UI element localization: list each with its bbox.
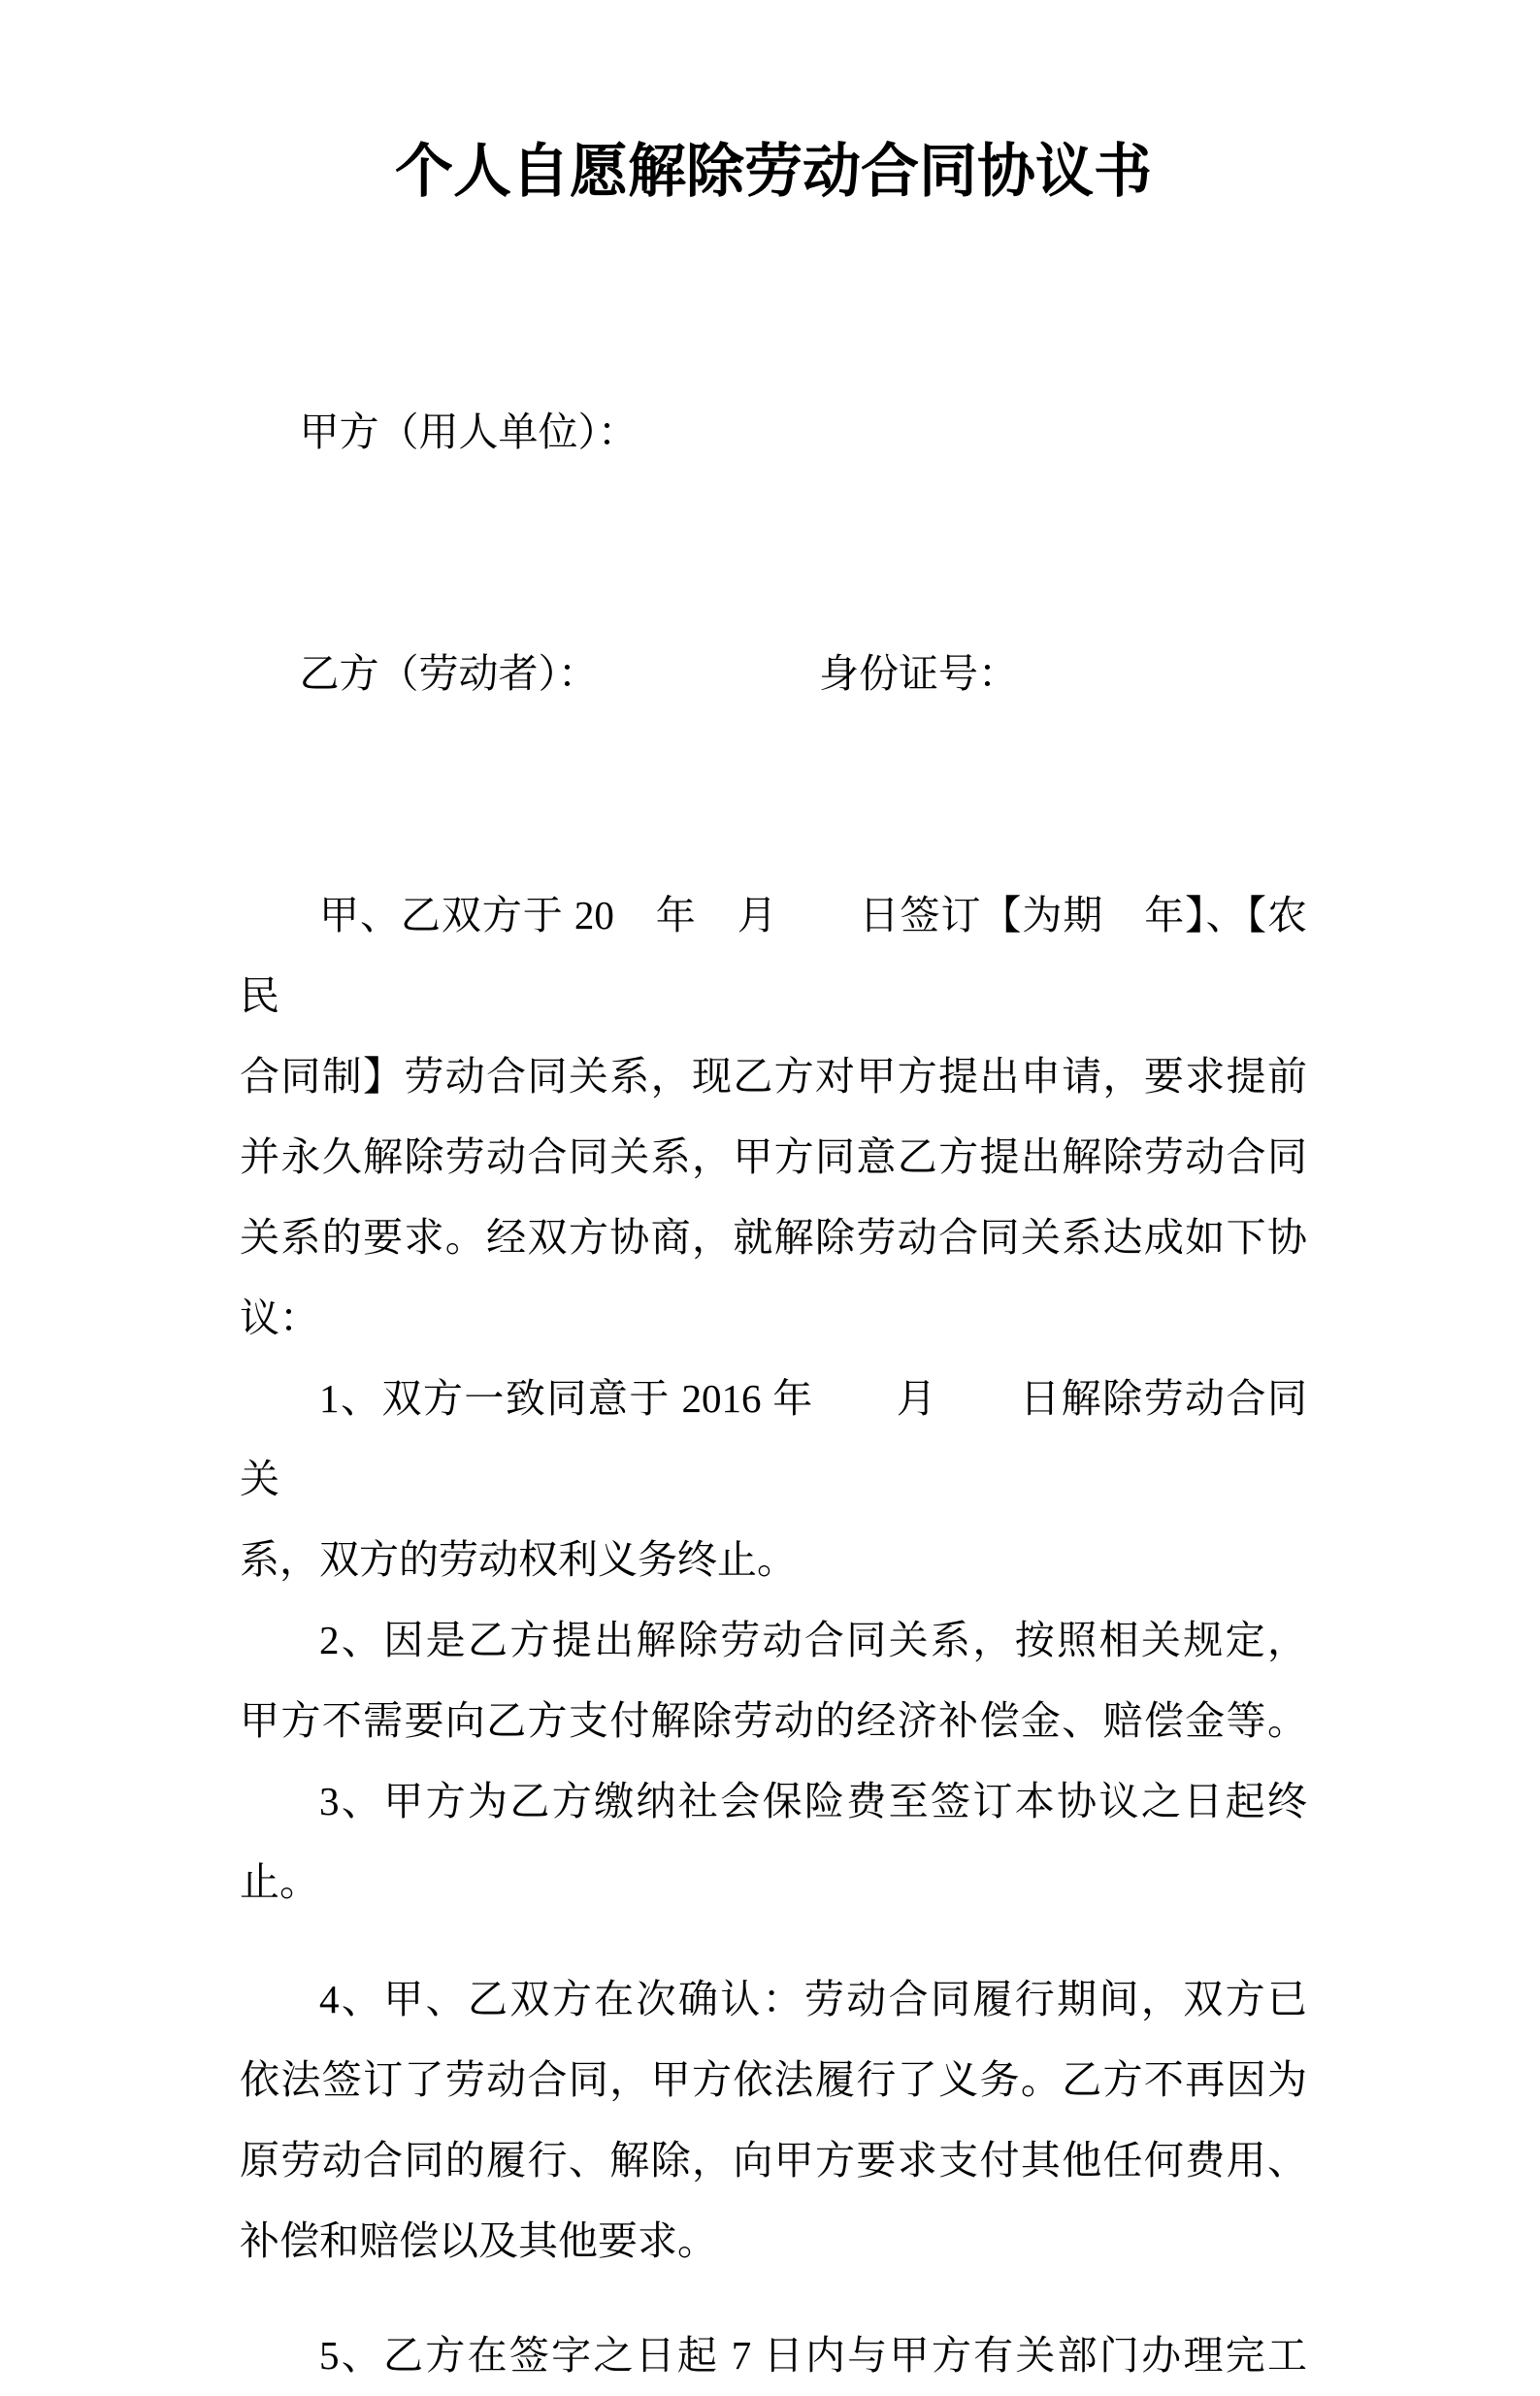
- document-line: 甲方不需要向乙方支付解除劳动的经济补偿金、赔偿金等。: [240, 1698, 1307, 1743]
- document-line: 止。: [240, 1859, 319, 1904]
- document-line: 合同制】劳动合同关系，现乙方对甲方提出申请，要求提前: [240, 1054, 1307, 1099]
- document-line: 系，双方的劳动权利义务终止。: [240, 1537, 797, 1582]
- document-line: 并永久解除劳动合同关系，甲方同意乙方提出解除劳动合同: [240, 1134, 1307, 1179]
- id-number-label: 身份证号：: [819, 651, 1018, 696]
- document-line: 甲、乙双方于 20 年 月 日签订【为期 年】、【农民: [240, 893, 1307, 1018]
- document-line: 补偿和赔偿以及其他要求。: [240, 2218, 717, 2263]
- party-a-label: 甲方（用人单位）：: [299, 410, 638, 454]
- document-page: [0, 128, 1540, 2378]
- document-title: 个人自愿解除劳动合同协议书: [395, 139, 1152, 204]
- document-line: 4、甲、乙双方在次确认：劳动合同履行期间，双方已: [319, 1977, 1307, 2021]
- document-line: 5、乙方在签字之日起 7 日内与甲方有关部门办理完工: [319, 2333, 1307, 2378]
- document-line: 3、甲方为乙方缴纳社会保险费至签订本协议之日起终: [319, 1779, 1307, 1823]
- party-b-label: 乙方（劳动者）：: [299, 651, 598, 696]
- party-a-line: [240, 312, 1307, 553]
- document-line: 议：: [240, 1296, 319, 1340]
- document-line: 原劳动合同的履行、解除，向甲方要求支付其他任何费用、: [240, 2138, 1307, 2183]
- document-line: 2、因是乙方提出解除劳动合同关系，按照相关规定，: [319, 1618, 1307, 1662]
- document-line: 依法签订了劳动合同，甲方依法履行了义务。乙方不再因为: [240, 2057, 1307, 2102]
- document-line: 关系的要求。经双方协商，就解除劳动合同关系达成如下协: [240, 1215, 1307, 1260]
- document-line: 1、双方一致同意于 2016 年 月 日解除劳动合同关: [240, 1376, 1307, 1501]
- document-content: [0, 128, 1540, 2396]
- blank-line: [240, 795, 1307, 875]
- party-b-line: [240, 553, 1307, 795]
- blank-fill-space: [598, 686, 819, 687]
